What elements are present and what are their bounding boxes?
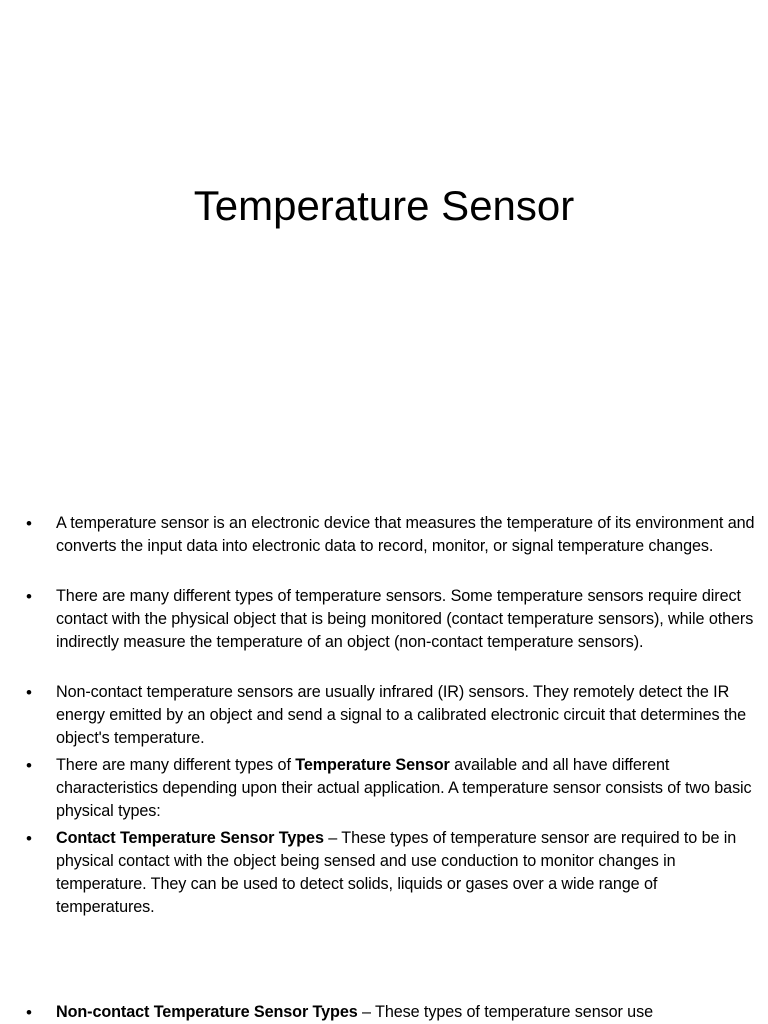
bullet-dot-icon: • [26, 1003, 32, 1022]
bullet-text: There are many different types of temperature sensors. Some temperature sensors require direct contact with the physical object that is being monitored (contact temperature sensors), while others indirectly measure the temperature of an object (non-contact temperature sensors). [56, 587, 754, 651]
bullet-dot-icon: • [26, 756, 32, 775]
bullet-text [56, 754, 756, 823]
bullet-dot-icon: • [26, 587, 32, 606]
bullet-text [56, 1001, 756, 1024]
bullet-text-post: – These types of temperature sensor are required to be in physical contact with the object being sensed and use conduction to monitor changes in temperature. They can be used to detect solids, liquids or gases over a wide range of temperatures. [56, 829, 737, 916]
bullet-text-bold: Non-contact Temperature Sensor Types [56, 1003, 358, 1021]
bullet-dot-icon: • [26, 514, 32, 533]
bullet-text-post: – These types of temperature sensor use [357, 1003, 653, 1021]
bullet-text-post: available and all have different characteristics depending upon their actual application. A temperature sensor consists of two basic physical types: [56, 756, 752, 820]
bullet-text-pre: There are many different types of [56, 756, 296, 774]
bullet-dot-icon: • [26, 683, 32, 702]
bullet-text-bold: Contact Temperature Sensor Types [56, 829, 324, 847]
page-title: Temperature Sensor [193, 182, 575, 229]
bullet-text: Non-contact temperature sensors are usually infrared (IR) sensors. They remotely detect the IR energy emitted by an object and send a signal to a calibrated electronic circuit that determines the object's temperature. [56, 683, 747, 747]
bullet-text: A temperature sensor is an electronic device that measures the temperature of its environment and converts the input data into electronic data to record, monitor, or signal temperature changes. [56, 514, 755, 555]
bullet-dot-icon: • [26, 829, 32, 848]
bullet-text [56, 827, 756, 919]
bullet-text-bold: Temperature Sensor [295, 756, 450, 774]
